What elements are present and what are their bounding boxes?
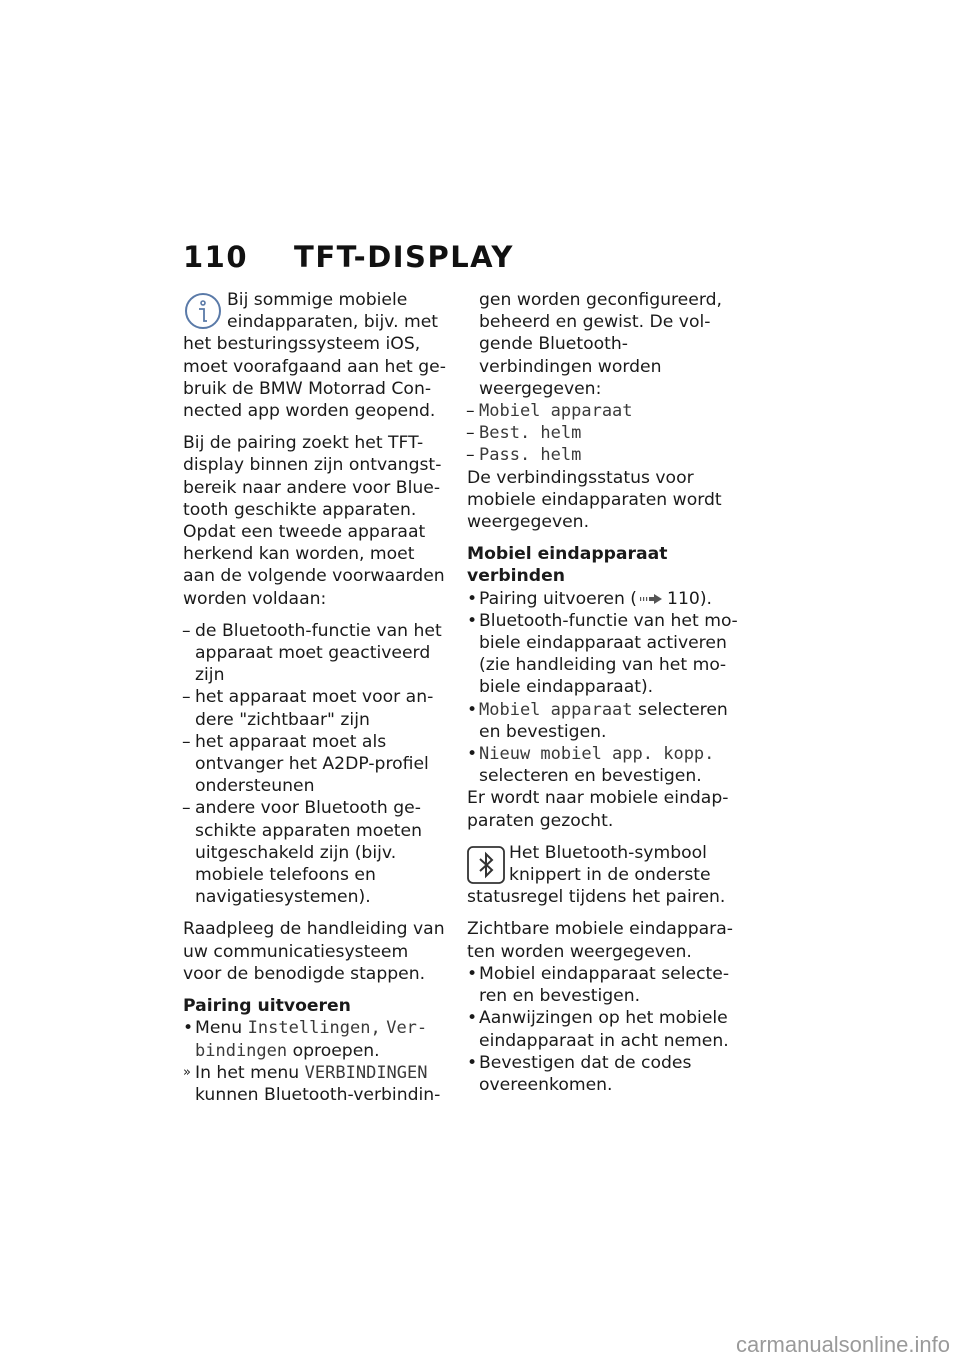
list-item: – Mobiel apparaat [466, 401, 633, 422]
list-item: • Mobiel eindapparaat selecteren en bevestigen. [467, 963, 730, 1007]
info-icon [183, 291, 223, 331]
bluetooth-icon [467, 846, 505, 884]
page-reference-arrow-icon [640, 593, 664, 605]
search-text: Er wordt naar mobiele eindapparaten gezocht. [467, 788, 729, 831]
pairing-intro: Bij de pairing zoekt het TFT-display binnen zijn ontvangstbereik naar andere voor Bluetooth geschikte apparaten. Opdat een tweede apparaat herkend kan worden, moet aan de volgende voorwaarden worden voldaan: [183, 433, 445, 609]
conditions-list [183, 620, 451, 909]
page-title: TFT-DISPLAY [294, 240, 514, 274]
page-number: 110 [183, 240, 249, 274]
list-item: • Bluetooth-functie van het mobiele eindapparaat activeren (zie handleiding van het mobiele eindapparaat). [467, 610, 738, 698]
list-item: – andere voor Bluetooth geschikte apparaten moeten uitgeschakeld zijn (bijv. mobiele telefoons en navigatiesystemen). [182, 798, 422, 908]
list-item: • Mobiel apparaat selecteren en bevestigen. [467, 699, 728, 742]
list-item: – Best. helm [466, 423, 582, 444]
bluetooth-note [467, 842, 739, 909]
list-item: » In het menu VERBINDINGEN kunnen Bluetooth-verbindin- [183, 1062, 441, 1105]
info-note [183, 289, 451, 422]
list-item: • Bevestigen dat de codes overeenkomen. [467, 1052, 692, 1095]
list-item: – de Bluetooth-functie van het apparaat moet geactiveerd zijn [182, 620, 442, 686]
visible-devices-text: Zichtbare mobiele eindapparaten worden weergegeven. [467, 919, 733, 962]
section-heading: Mobiel eindapparaat verbinden [467, 544, 668, 587]
list-item: – het apparaat moet voor andere "zichtbaar" zijn [182, 687, 434, 730]
connections-list [467, 400, 739, 467]
continued-text: gen worden geconfigureerd, beheerd en gewist. De volgende Bluetooth-verbindingen worden weergegeven: [479, 290, 722, 399]
watermark: carmanualsonline.info [735, 1332, 950, 1357]
note-text: Bij sommige mobiele eindapparaten, bijv. met het besturingssysteem iOS, moet voorafgaand aan het gebruik de BMW Motorrad Connected app worden geopend. [183, 290, 446, 422]
list-item: – Pass. helm [466, 445, 582, 466]
list-item: • Pairing uitvoeren ( 110). [467, 588, 712, 609]
list-item: • Menu Instellingen, Verbindingen oproepen. [183, 1018, 428, 1061]
list-item: – het apparaat moet als ontvanger het A2DP-profiel ondersteunen [182, 731, 429, 797]
list-item: • Aanwijzingen op het mobiele eindapparaat in acht nemen. [467, 1008, 729, 1051]
status-text: De verbindingsstatus voor mobiele eindapparaten wordt weergegeven. [467, 467, 722, 533]
manual-hint: Raadpleeg de handleiding van uw communicatiesysteem voor de benodigde stappen. [183, 919, 445, 984]
page-header [183, 240, 514, 274]
right-column [467, 289, 739, 1096]
left-column [183, 289, 451, 1106]
list-item: • Nieuw mobiel app. kopp. selecteren en bevestigen. [467, 744, 715, 787]
section-heading: Pairing uitvoeren [183, 996, 351, 1017]
final-steps-list [467, 963, 739, 1096]
bluetooth-note-text: Het Bluetooth-symbool knippert in de onderste statusregel tijdens het pairen. [467, 842, 726, 908]
